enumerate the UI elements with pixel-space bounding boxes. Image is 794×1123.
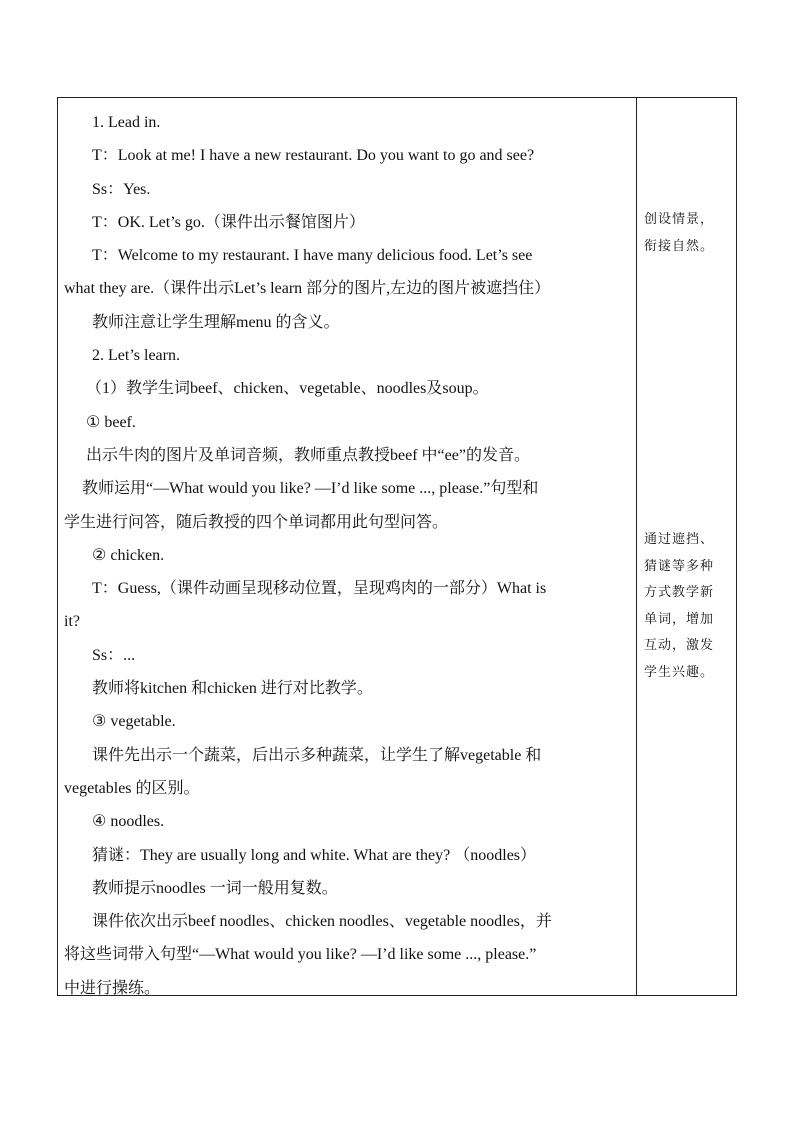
design-note-2 [644,526,732,685]
lesson-table [57,97,737,996]
text-line: 1. Lead in. [92,114,161,131]
text-line: it? [64,613,80,631]
text-line: 教师将kitchen 和chicken 进行对比教学。 [92,680,373,698]
text-line: vegetables 的区别。 [64,779,200,797]
text-line: 教师提示noodles 一词一般用复数。 [92,879,338,897]
text-line: 学生进行问答，随后教授的四个单词都用此句型问答。 [64,513,449,531]
text-line: what they are.（课件出示Let’s learn 部分的图片,左边的图片被遮挡住） [64,280,551,298]
text-line: 课件依次出示beef noodles、chicken noodles、vegetable noodles，并 [92,913,552,931]
text-line: Ss：... [92,646,136,664]
note-line: 猜谜等多种 [644,557,715,573]
text-line: 将这些词带入句型“—What would you like? —I’d like some ..., please.” [64,946,537,964]
note-line: 单词，增加 [644,610,715,626]
note-line: 通过遮挡、 [644,531,715,546]
note-line: 创设情景， [644,211,715,226]
note-line: 互动，激发 [644,637,715,652]
column-divider [636,98,637,995]
text-line: 课件先出示一个蔬菜，后出示多种蔬菜，让学生了解vegetable 和 [92,746,542,764]
text-line: Ss：Yes. [92,180,151,198]
text-line: T：Welcome to my restaurant. I have many delicious food. Let’s see [92,247,533,265]
text-line: 出示牛肉的图片及单词音频，教师重点教授beef 中“ee”的发音。 [86,446,530,464]
text-line: 中进行操练。 [64,979,161,997]
text-line: 猜谜：They are usually long and white. What are they? （noodles） [92,846,537,864]
note-line: 方式教学新 [644,584,715,599]
text-line: T：Look at me! I have a new restaurant. Do you want to go and see? [92,147,535,165]
note-line: 学生兴趣。 [644,663,715,679]
text-line: T：OK. Let’s go.（课件出示餐馆图片） [92,213,365,231]
text-line: ① beef. [86,413,136,431]
design-note-1 [644,206,732,259]
text-line: 教师运用“—What would you like? —I’d like some ..., please.”句型和 [82,480,539,498]
note-line: 衔接自然。 [644,237,715,253]
text-line: 2. Let’s learn. [92,347,180,365]
text-line: （1）教学生词beef、chicken、vegetable、noodles及soup。 [86,380,489,398]
text-line: 教师注意让学生理解menu 的含义。 [92,313,340,331]
text-line: ④ noodles. [92,813,165,831]
text-line: ③ vegetable. [92,713,176,731]
procedure-column [64,106,629,1005]
text-line: T：Guess,（课件动画呈现移动位置，呈现鸡肉的一部分）What is [92,580,547,598]
text-line: ② chicken. [92,546,165,564]
